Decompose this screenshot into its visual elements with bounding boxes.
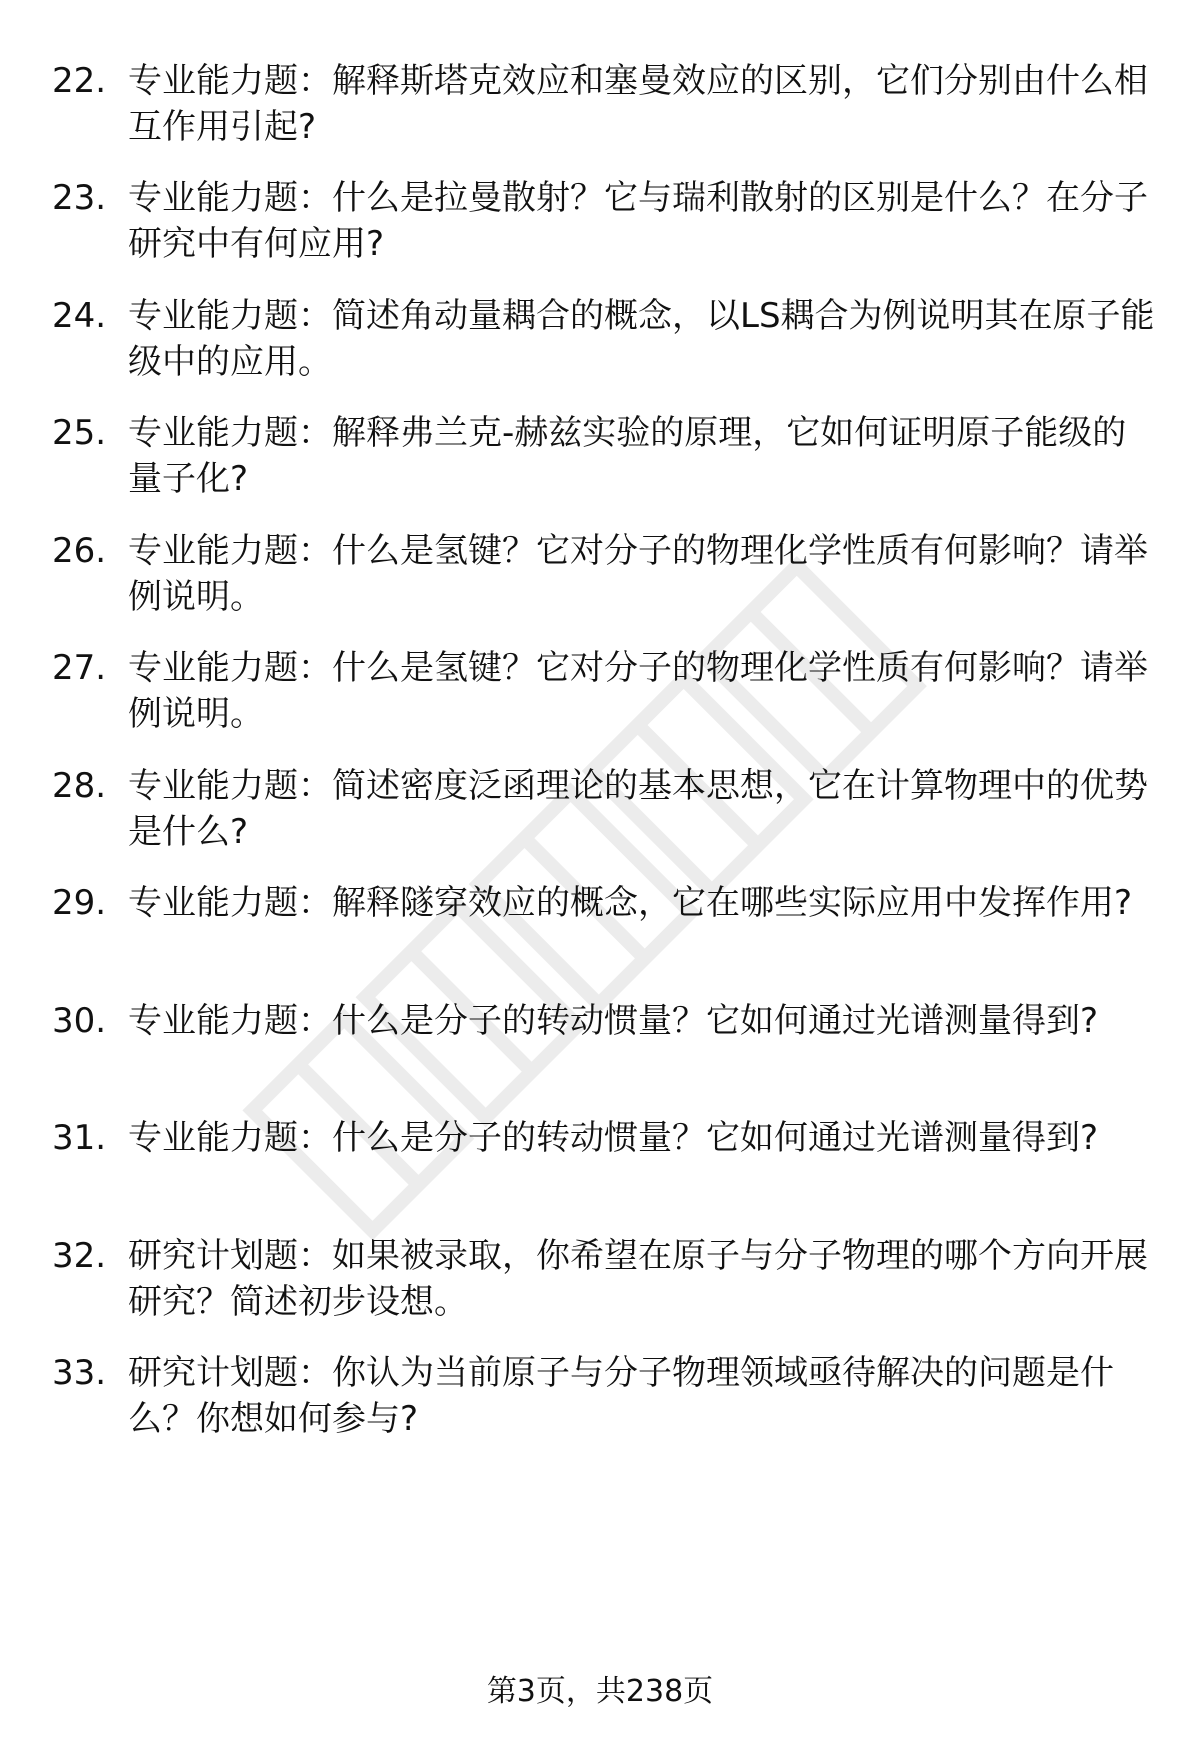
- question-number: 22.: [52, 61, 107, 101]
- question-item-22: [0, 58, 1200, 158]
- question-text: 专业能力题：解释隧穿效应的概念，它在哪些实际应用中发挥作用?: [128, 883, 1133, 923]
- question-text: 专业能力题：解释弗兰克-赫兹实验的原理，它如何证明原子能级的量子化?: [128, 413, 1127, 499]
- question-number: 23.: [52, 178, 107, 218]
- question-item-28: [0, 763, 1200, 863]
- question-number: 32.: [52, 1236, 107, 1276]
- question-text: 专业能力题：什么是氢键？它对分子的物理化学性质有何影响？请举例说明。: [128, 531, 1148, 617]
- question-text: 研究计划题：如果被录取，你希望在原子与分子物理的哪个方向开展研究？简述初步设想。: [128, 1236, 1148, 1322]
- question-item-33: [0, 1350, 1200, 1450]
- question-number: 28.: [52, 766, 107, 806]
- question-text: 专业能力题：简述密度泛函理论的基本思想，它在计算物理中的优势是什么?: [128, 766, 1148, 852]
- question-item-27: [0, 645, 1200, 745]
- question-text: 专业能力题：什么是分子的转动惯量？它如何通过光谱测量得到?: [128, 1118, 1099, 1158]
- question-text: 专业能力题：什么是拉曼散射？它与瑞利散射的区别是什么？在分子研究中有何应用?: [128, 178, 1148, 264]
- question-item-25: [0, 410, 1200, 510]
- question-text: 专业能力题：简述角动量耦合的概念，以LS耦合为例说明其在原子能级中的应用。: [128, 296, 1155, 382]
- question-number: 29.: [52, 883, 107, 923]
- question-item-32: [0, 1233, 1200, 1333]
- question-number: 24.: [52, 296, 107, 336]
- question-number: 30.: [52, 1001, 107, 1041]
- question-item-31: [0, 1115, 1200, 1215]
- question-item-30: [0, 998, 1200, 1098]
- question-item-23: [0, 175, 1200, 275]
- page-footer: [0, 1672, 1200, 1712]
- question-number: 26.: [52, 531, 107, 571]
- question-number: 25.: [52, 413, 107, 453]
- question-text: 专业能力题：什么是氢键？它对分子的物理化学性质有何影响？请举例说明。: [128, 648, 1148, 734]
- question-item-26: [0, 528, 1200, 628]
- question-text: 专业能力题：解释斯塔克效应和塞曼效应的区别，它们分别由什么相互作用引起?: [128, 61, 1148, 147]
- question-item-24: [0, 293, 1200, 393]
- page-number-label: 第3页，共238页: [486, 1674, 714, 1709]
- question-item-29: [0, 880, 1200, 980]
- question-number: 33.: [52, 1353, 107, 1393]
- question-number: 31.: [52, 1118, 107, 1158]
- question-text: 专业能力题：什么是分子的转动惯量？它如何通过光谱测量得到?: [128, 1001, 1099, 1041]
- question-number: 27.: [52, 648, 107, 688]
- question-text: 研究计划题：你认为当前原子与分子物理领域亟待解决的问题是什么？你想如何参与?: [128, 1353, 1114, 1439]
